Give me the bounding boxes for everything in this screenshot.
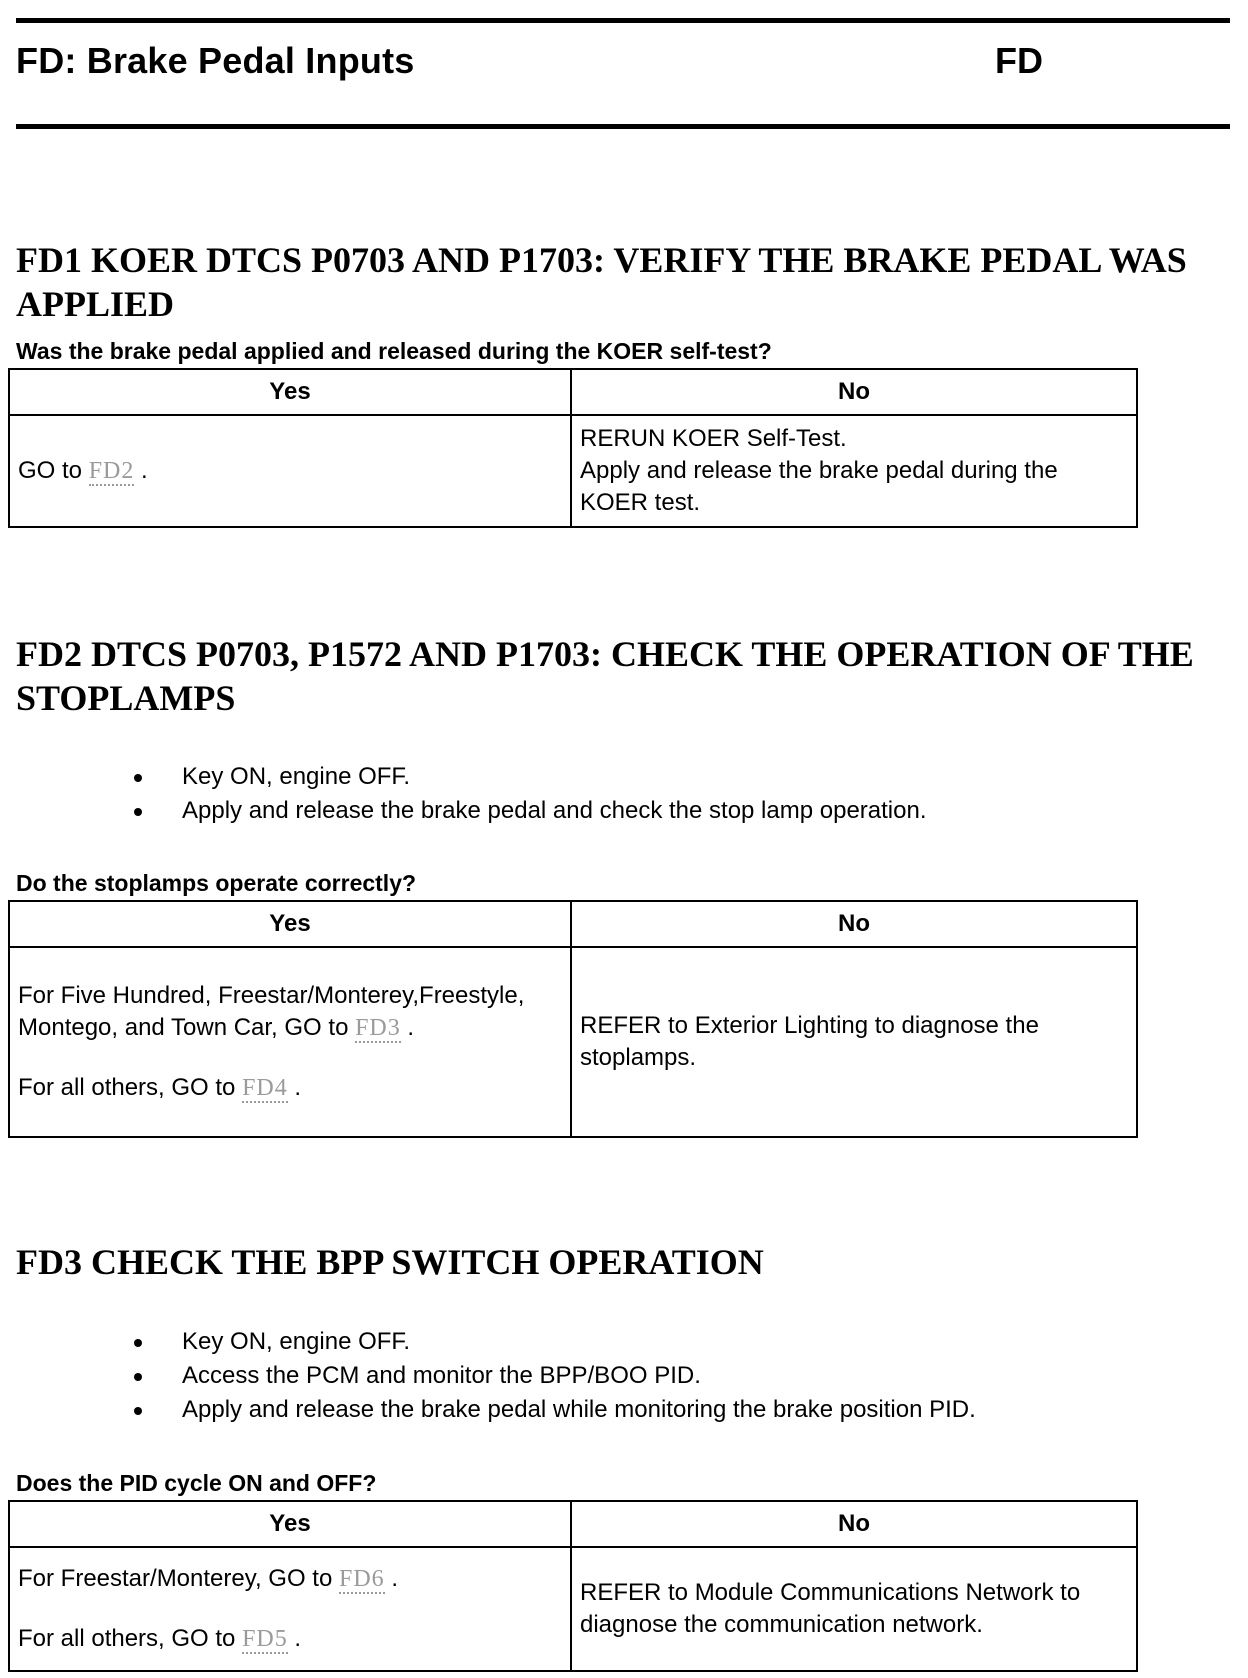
step-item: Key ON, engine OFF. bbox=[130, 1325, 976, 1359]
yes-cell bbox=[9, 415, 571, 527]
yes-cell bbox=[9, 947, 571, 1137]
yes-text-prefix: GO to bbox=[18, 457, 89, 484]
step-item: Apply and release the brake pedal and check the stop lamp operation. bbox=[130, 794, 927, 828]
no-cell: REFER to Module Communications Network to diagnose the communication network. bbox=[571, 1547, 1137, 1671]
section-code: FD bbox=[995, 40, 1043, 81]
question-fd2: Do the stoplamps operate correctly? bbox=[16, 870, 417, 896]
question-fd3: Does the PID cycle ON and OFF? bbox=[16, 1470, 377, 1496]
no-line: Apply and release the brake pedal during the KOER test. bbox=[580, 457, 1058, 516]
answer-table-fd2 bbox=[8, 900, 1138, 1138]
step-item: Access the PCM and monitor the BPP/BOO PID. bbox=[130, 1359, 976, 1393]
header-top-rule bbox=[16, 18, 1230, 23]
link-fd6[interactable]: FD6 bbox=[338, 1566, 385, 1592]
yes-text-suffix: . bbox=[384, 1565, 399, 1592]
step-item: Key ON, engine OFF. bbox=[130, 760, 927, 794]
yes-cell bbox=[9, 1547, 571, 1671]
link-fd2[interactable]: FD2 bbox=[88, 458, 135, 484]
spacer bbox=[18, 1044, 562, 1072]
yes-text-suffix: . bbox=[287, 1074, 302, 1101]
step-item: Apply and release the brake pedal while monitoring the brake position PID. bbox=[130, 1393, 976, 1427]
no-header: No bbox=[571, 1501, 1137, 1547]
yes-header: Yes bbox=[9, 369, 571, 415]
no-line: RERUN KOER Self-Test. bbox=[580, 425, 847, 452]
answer-table-fd3 bbox=[8, 1500, 1138, 1672]
steps-list-fd2 bbox=[130, 760, 927, 828]
section-title-fd1: FD1 KOER DTCS P0703 AND P1703: VERIFY THE BRAKE PEDAL WAS APPLIED bbox=[16, 240, 1187, 324]
yes-header: Yes bbox=[9, 901, 571, 947]
yes-text-suffix: . bbox=[134, 457, 148, 484]
spacer bbox=[18, 1595, 562, 1623]
page-title: FD: Brake Pedal Inputs bbox=[16, 40, 415, 81]
link-fd3[interactable]: FD3 bbox=[355, 1015, 401, 1041]
answer-table-fd1 bbox=[8, 368, 1138, 528]
yes-text-prefix: For all others, GO to bbox=[18, 1074, 243, 1101]
yes-line bbox=[18, 980, 562, 1044]
header-bottom-rule bbox=[16, 124, 1230, 129]
yes-line bbox=[18, 1072, 562, 1104]
yes-line bbox=[18, 1563, 562, 1595]
steps-list-fd3 bbox=[130, 1325, 976, 1427]
link-fd5[interactable]: FD5 bbox=[242, 1626, 288, 1652]
yes-line bbox=[18, 1623, 562, 1655]
section-title-fd3: FD3 CHECK THE BPP SWITCH OPERATION bbox=[16, 1242, 764, 1282]
yes-text-prefix: For all others, GO to bbox=[18, 1625, 243, 1652]
no-cell bbox=[571, 415, 1137, 527]
yes-text-suffix: . bbox=[287, 1625, 302, 1652]
link-fd4[interactable]: FD4 bbox=[242, 1075, 288, 1101]
yes-text-prefix: For Five Hundred, Freestar/Monterey,Freestyle, Montego, and Town Car, GO to bbox=[18, 982, 525, 1041]
question-fd1: Was the brake pedal applied and released during the KOER self-test? bbox=[16, 338, 772, 364]
no-cell: REFER to Exterior Lighting to diagnose the stoplamps. bbox=[571, 947, 1137, 1137]
yes-text-prefix: For Freestar/Monterey, GO to bbox=[18, 1565, 339, 1592]
yes-header: Yes bbox=[9, 1501, 571, 1547]
yes-text-suffix: . bbox=[400, 1014, 415, 1041]
no-header: No bbox=[571, 901, 1137, 947]
no-header: No bbox=[571, 369, 1137, 415]
section-title-fd2: FD2 DTCS P0703, P1572 AND P1703: CHECK THE OPERATION OF THE STOPLAMPS bbox=[16, 634, 1194, 718]
